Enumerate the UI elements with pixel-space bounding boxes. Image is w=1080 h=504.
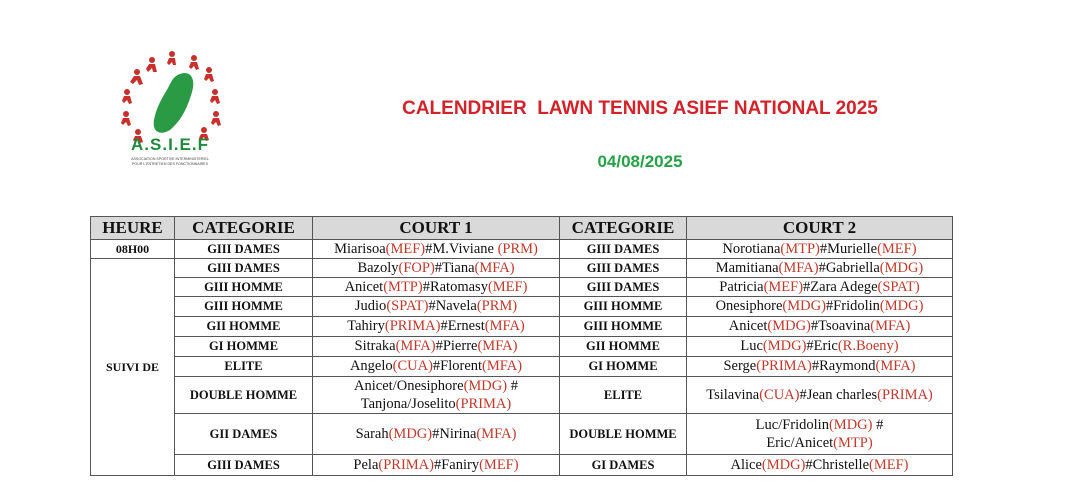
- category-court-1: DOUBLE HOMME: [175, 377, 313, 414]
- club-code: (MEF): [479, 456, 519, 473]
- club-code: (MDG): [463, 378, 508, 394]
- player-name: #Christelle: [805, 456, 870, 473]
- player-name: Miarisoa: [334, 240, 386, 257]
- match-court-2: [687, 377, 953, 414]
- category-court-1: GIII HOMME: [175, 278, 313, 297]
- category-court-2: ELITE: [560, 377, 687, 414]
- category-court-1: ELITE: [175, 357, 313, 377]
- club-code: (MTP): [383, 278, 423, 295]
- table-row: [91, 278, 953, 297]
- category-court-1: GIII HOMME: [175, 297, 313, 317]
- club-code: (MDG): [388, 425, 433, 442]
- player-name: Tsilavina: [706, 386, 760, 403]
- player-name: #Murielle: [819, 240, 878, 257]
- club-code: (CUA): [759, 386, 800, 403]
- club-code: (PRIMA): [756, 358, 812, 374]
- player-name: Luc/Fridolin: [755, 417, 829, 433]
- club-code: (MFA): [395, 338, 436, 354]
- club-code: (MDG): [782, 298, 826, 314]
- player-name: #Navela: [428, 298, 477, 314]
- club-code: (MFA): [477, 338, 518, 354]
- match-court-2: [687, 278, 953, 297]
- category-court-2: GIII DAMES: [560, 259, 687, 278]
- club-code: (FOP): [398, 259, 435, 276]
- player-name: #Zara Adege: [803, 278, 878, 295]
- table-row: [91, 414, 953, 455]
- logo-subtitle-line2: POUR L'ENTRETIEN DES FONCTIONNAIRES: [132, 161, 208, 166]
- logo-subtitle: [112, 157, 228, 166]
- player-name: #Pierre: [435, 338, 478, 354]
- club-code: (MDG): [761, 456, 806, 473]
- player-name: Tahiry: [347, 318, 385, 334]
- match-court-1: [313, 240, 560, 259]
- match-court-1: [313, 278, 560, 297]
- table-row: [91, 337, 953, 357]
- club-code: (PRM): [497, 240, 538, 257]
- player-name: #: [872, 417, 884, 433]
- club-code: (MFA): [875, 358, 916, 374]
- club-code: (MDG): [828, 417, 873, 433]
- match-court-2: [687, 297, 953, 317]
- player-name: #Fridolin: [825, 298, 880, 314]
- player-name: #Gabriella: [818, 259, 880, 276]
- hour-cell: 08H00: [91, 240, 175, 259]
- category-court-2: GIII DAMES: [560, 240, 687, 259]
- table-row: [91, 240, 953, 259]
- header-categorie-2: CATEGORIE: [560, 217, 687, 240]
- category-court-1: GII HOMME: [175, 317, 313, 337]
- match-court-1: [313, 377, 560, 414]
- club-code: (PRIMA): [455, 396, 512, 412]
- match-court-2: [687, 337, 953, 357]
- player-name: Mamitiana: [715, 259, 779, 276]
- club-code: (PRIMA): [378, 456, 434, 473]
- club-code: (MDG): [879, 259, 924, 276]
- match-court-1: [313, 317, 560, 337]
- player-name: Sitraka: [354, 338, 396, 354]
- match-court-1: [313, 357, 560, 377]
- category-court-2: GIII HOMME: [560, 317, 687, 337]
- player-name: #: [507, 378, 518, 394]
- club-code: (MFA): [476, 425, 517, 442]
- club-code: (PRM): [476, 298, 518, 314]
- club-code: (MEF): [763, 278, 804, 295]
- table-row: [91, 455, 953, 476]
- header-heure: HEURE: [91, 217, 175, 240]
- club-code: (MEF): [385, 240, 426, 257]
- player-name: #Eric: [806, 338, 838, 354]
- club-code: (MEF): [869, 456, 909, 473]
- club-code: (MFA): [778, 259, 819, 276]
- category-court-1: GIII DAMES: [175, 259, 313, 278]
- following-cell: SUIVI DE: [91, 259, 175, 476]
- club-code: (R.Boeny): [837, 338, 899, 354]
- player-name: Anicet: [344, 278, 384, 295]
- schedule-table: [90, 216, 953, 476]
- player-name: Serge: [723, 358, 757, 374]
- player-name: Patricia: [719, 278, 764, 295]
- match-court-1: [313, 455, 560, 476]
- player-name: Tanjona/Joselito: [360, 396, 456, 412]
- match-court-2: [687, 357, 953, 377]
- player-name: Judio: [354, 298, 387, 314]
- table-row: [91, 377, 953, 414]
- club-code: (MFA): [482, 358, 523, 374]
- player-name: Pela: [353, 456, 379, 473]
- table-row: [91, 357, 953, 377]
- category-court-2: GI DAMES: [560, 455, 687, 476]
- logo-subtitle-line1: ASSOCIATION SPORTIVE INTERMINISTERIEL: [131, 157, 209, 161]
- player-name: #Ratomasy: [422, 278, 488, 295]
- category-court-2: DOUBLE HOMME: [560, 414, 687, 455]
- player-name: #Ernest: [440, 318, 485, 334]
- club-code: (MTP): [780, 240, 820, 257]
- category-court-2: GIII DAMES: [560, 278, 687, 297]
- match-court-2: [687, 240, 953, 259]
- schedule-body: [91, 240, 953, 476]
- club-code: (MFA): [474, 259, 515, 276]
- header-court-1: COURT 1: [313, 217, 560, 240]
- player-name: Anicet/Onesiphore: [354, 378, 464, 394]
- table-row: [91, 317, 953, 337]
- table-header-row: [91, 217, 953, 240]
- player-name: #Raymond: [811, 358, 876, 374]
- match-court-2: [687, 414, 953, 455]
- club-code: (MDG): [879, 298, 924, 314]
- player-name: #Tsoavina: [810, 318, 871, 334]
- club-code: (MEF): [487, 278, 528, 295]
- player-name: Luc: [740, 338, 763, 354]
- category-court-1: GIII DAMES: [175, 240, 313, 259]
- match-court-1: [313, 337, 560, 357]
- table-row: [91, 259, 953, 278]
- club-code: (SPAT): [386, 298, 429, 314]
- player-name: #Florent: [432, 358, 483, 374]
- match-court-2: [687, 455, 953, 476]
- category-court-2: GII HOMME: [560, 337, 687, 357]
- player-name: Norotiana: [722, 240, 781, 257]
- player-name: #Faniry: [433, 456, 480, 473]
- player-name: Eric/Anicet: [766, 435, 834, 451]
- category-court-1: GIII DAMES: [175, 455, 313, 476]
- category-court-1: GI HOMME: [175, 337, 313, 357]
- player-name: #Nirina: [432, 425, 477, 442]
- player-name: Onesiphore: [715, 298, 783, 314]
- category-court-1: GII DAMES: [175, 414, 313, 455]
- table-row: [91, 297, 953, 317]
- header-court-2: COURT 2: [687, 217, 953, 240]
- club-code: (MEF): [877, 240, 917, 257]
- player-name: Angelo: [349, 358, 393, 374]
- club-code: (PRIMA): [384, 318, 441, 334]
- club-code: (SPAT): [877, 278, 920, 295]
- player-name: Sarah: [355, 425, 389, 442]
- header-categorie-1: CATEGORIE: [175, 217, 313, 240]
- logo-name: A.S.I.E.F: [131, 135, 209, 154]
- match-court-2: [687, 317, 953, 337]
- category-court-2: GI HOMME: [560, 357, 687, 377]
- match-court-1: [313, 297, 560, 317]
- club-code: (MDG): [767, 318, 811, 334]
- match-court-2: [687, 259, 953, 278]
- match-court-1: [313, 414, 560, 455]
- club-code: (MDG): [762, 338, 807, 354]
- player-name: #Tiana: [434, 259, 475, 276]
- club-code: (MFA): [484, 318, 525, 334]
- schedule-date: 04/08/2025: [597, 152, 683, 171]
- player-name: Alice: [730, 456, 762, 473]
- player-name: #M.Viviane: [425, 240, 498, 257]
- category-court-2: GIII HOMME: [560, 297, 687, 317]
- match-court-1: [313, 259, 560, 278]
- club-code: (MTP): [833, 435, 873, 451]
- page-title: CALENDRIER LAWN TENNIS ASIEF NATIONAL 2025: [402, 98, 878, 119]
- club-code: (PRIMA): [877, 386, 933, 403]
- player-name: Anicet: [728, 318, 768, 334]
- club-code: (CUA): [392, 358, 433, 374]
- club-code: (MFA): [870, 318, 911, 334]
- player-name: Bazoly: [357, 259, 399, 276]
- player-name: #Jean charles: [799, 386, 878, 403]
